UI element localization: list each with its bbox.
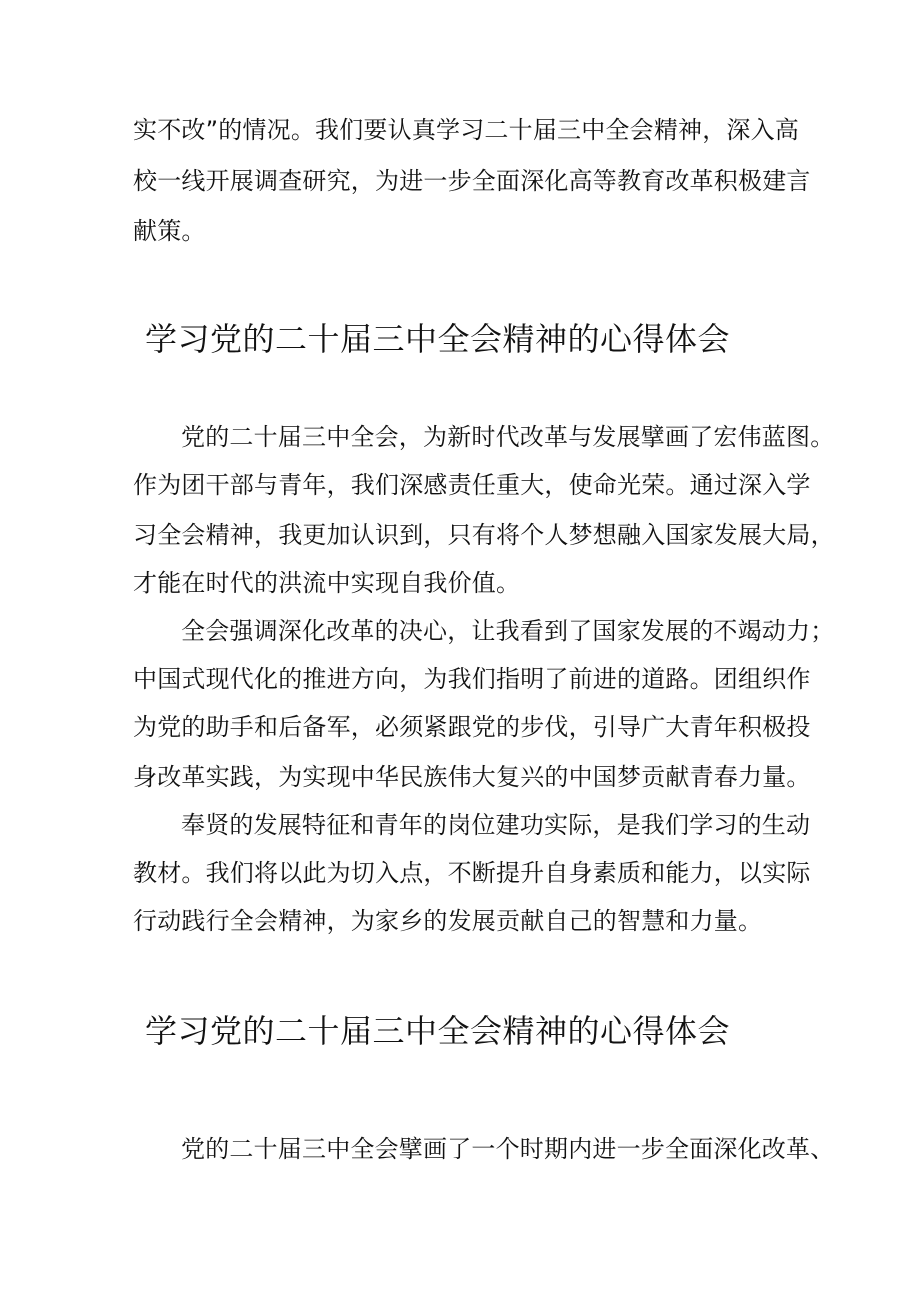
- paragraph-line: 奉贤的发展特征和青年的岗位建功实际，是我们学习的生动: [181, 811, 811, 839]
- section-title: 学习党的二十届三中全会精神的心得体会: [145, 1012, 731, 1050]
- intro-line: 献策。: [133, 217, 206, 245]
- paragraph-line: 行动践行全会精神，为家乡的发展贡献自己的智慧和力量。: [133, 907, 763, 935]
- paragraph-line: 党的二十届三中全会擘画了一个时期内进一步全面深化改革、: [181, 1135, 835, 1163]
- paragraph-line: 才能在时代的洪流中实现自我价值。: [133, 569, 521, 597]
- intro-line: 实不改”的情况。我们要认真学习二十届三中全会精神，深入高: [133, 116, 800, 144]
- paragraph-line: 党的二十届三中全会，为新时代改革与发展擘画了宏伟蓝图。: [181, 423, 835, 451]
- intro-line: 校一线开展调查研究，为进一步全面深化高等教育改革积极建言: [133, 167, 811, 195]
- paragraph-line: 身改革实践，为实现中华民族伟大复兴的中国梦贡献青春力量。: [133, 763, 811, 791]
- paragraph-line: 教材。我们将以此为切入点，不断提升自身素质和能力，以实际: [133, 859, 811, 887]
- paragraph-line: 习全会精神，我更加认识到，只有将个人梦想融入国家发展大局，: [133, 521, 835, 549]
- paragraph-line: 为党的助手和后备军，必须紧跟党的步伐，引导广大青年积极投: [133, 713, 811, 741]
- section-title: 学习党的二十届三中全会精神的心得体会: [145, 320, 731, 358]
- paragraph-line: 作为团干部与青年，我们深感责任重大，使命光荣。通过深入学: [133, 471, 811, 499]
- paragraph-line: 中国式现代化的推进方向，为我们指明了前进的道路。团组织作: [133, 665, 811, 693]
- paragraph-line: 全会强调深化改革的决心，让我看到了国家发展的不竭动力；: [181, 617, 835, 645]
